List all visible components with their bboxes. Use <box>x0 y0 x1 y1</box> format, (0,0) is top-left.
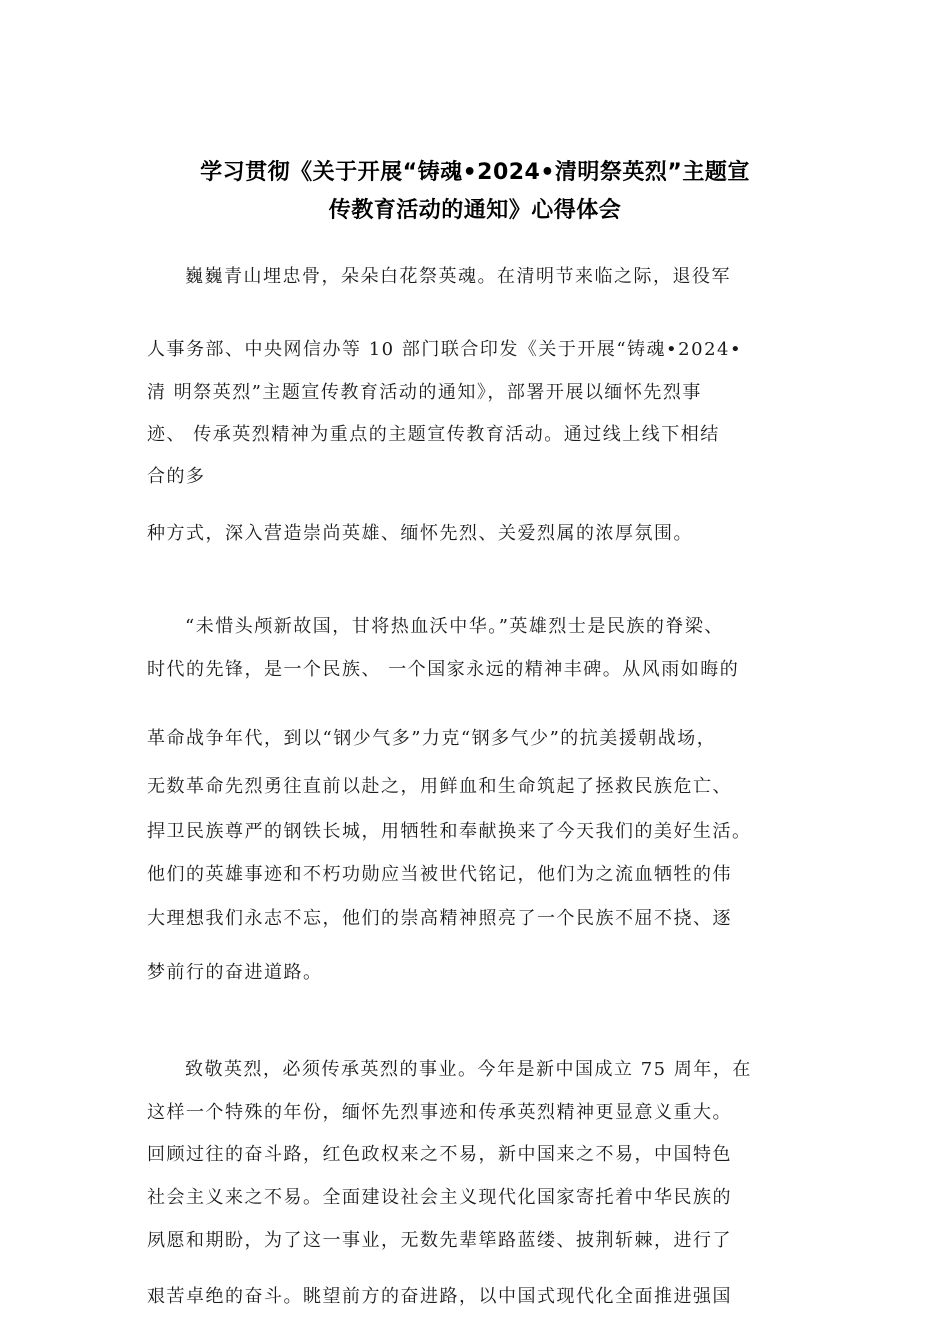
document-title-line-2: 传教育活动的通知》心得体会 <box>328 198 622 223</box>
paragraph-1-line: 人事务部、中央网信办等 10 部门联合印发《关于开展“铸魂•2024• <box>147 339 743 360</box>
paragraph-1-line: 清 明祭英烈”主题宣传教育活动的通知》，部署开展以缅怀先烈事 <box>147 382 702 403</box>
paragraph-2-line: 时代的先锋，是一个民族、 一个国家永远的精神丰碑。从风雨如晦的 <box>147 659 740 680</box>
paragraph-3-line: 艰苦卓绝的奋斗。眺望前方的奋进路，以中国式现代化全面推进强国 <box>147 1286 732 1307</box>
paragraph-1-line: 迹、 传承英烈精神为重点的主题宣传教育活动。通过线上线下相结 <box>147 424 720 445</box>
paragraph-3-line: 社会主义来之不易。全面建设社会主义现代化国家寄托着中华民族的 <box>147 1187 732 1208</box>
paragraph-2-line: 他们的英雄事迹和不朽功勋应当被世代铭记，他们为之流血牺牲的伟 <box>147 864 732 885</box>
paragraph-1-line: 合的多 <box>147 466 206 487</box>
paragraph-2-line: 梦前行的奋进道路。 <box>147 962 323 983</box>
paragraph-3-line: 回顾过往的奋斗路，红色政权来之不易，新中国来之不易，中国特色 <box>147 1144 732 1165</box>
paragraph-1-line: 种方式，深入营造崇尚英雄、缅怀先烈、关爱烈属的浓厚氛围。 <box>147 523 693 544</box>
paragraph-3-line: 这样一个特殊的年份，缅怀先烈事迹和传承英烈精神更显意义重大。 <box>147 1102 732 1123</box>
paragraph-2-line: 捍卫民族尊严的钢铁长城，用牺牲和奉献换来了今天我们的美好生活。 <box>147 821 752 842</box>
paragraph-2-line: 大理想我们永志不忘，他们的崇高精神照亮了一个民族不屈不挠、逐 <box>147 908 732 929</box>
paragraph-2-line: 革命战争年代，到以“钢少气多”力克“钢多气少”的抗美援朝战场， <box>147 728 717 749</box>
paragraph-1-line: 巍巍青山埋忠骨，朵朵白花祭英魂。在清明节来临之际，退役军 <box>185 266 731 287</box>
paragraph-3-line: 致敬英烈，必须传承英烈的事业。今年是新中国成立 75 周年，在 <box>185 1059 752 1080</box>
paragraph-3-line: 夙愿和期盼，为了这一事业，无数先辈筚路蓝缕、披荆斩棘，进行了 <box>147 1230 732 1251</box>
document-title-line-1: 学习贯彻《关于开展“铸魂•2024•清明祭英烈”主题宣 <box>200 160 750 185</box>
paragraph-2-line: “未惜头颅新故国，甘将热血沃中华。”英雄烈士是民族的脊梁、 <box>185 616 724 637</box>
paragraph-2-line: 无数革命先烈勇往直前以赴之，用鲜血和生命筑起了拯救民族危亡、 <box>147 776 732 797</box>
